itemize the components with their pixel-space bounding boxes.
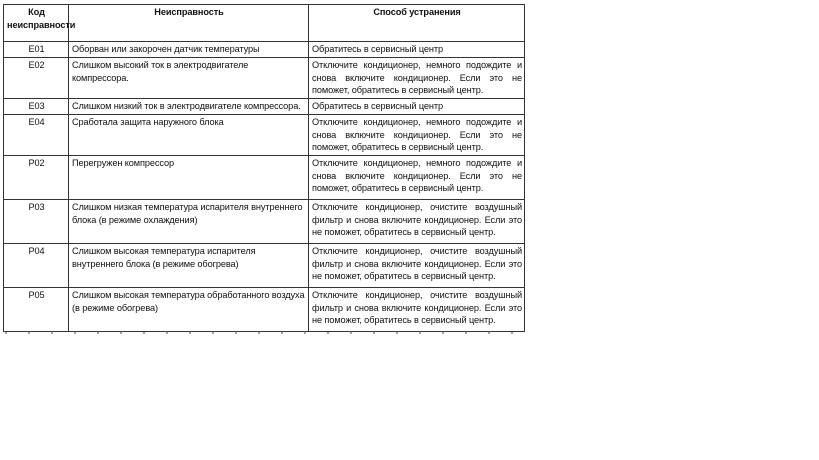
fault-cell: Слишком высокая температура обработанного воздуха (в режиме обогрева) [69,288,309,332]
error-codes-table [3,4,525,332]
remedy-cell: Отключите кондиционер, немного подождите и снова включите кондиционер. Если это не поможет, обратитесь в сервисный центр. [309,115,525,156]
fault-cell: Слишком высокая температура испарителя внутреннего блока (в режиме обогрева) [69,244,309,288]
table-row [4,42,525,58]
error-codes-table-container [3,4,525,332]
remedy-cell: Отключите кондиционер, очистите воздушный фильтр и снова включите кондиционер. Если это не поможет, обратитесь в сервисный центр. [309,200,525,244]
fault-cell: Слишком низкая температура испарителя внутреннего блока (в режиме охлаждения) [69,200,309,244]
fault-cell: Перегружен компрессор [69,156,309,200]
table-row [4,288,525,332]
table-row [4,99,525,115]
remedy-cell: Обратитесь в сервисный центр [309,99,525,115]
fault-cell: Оборван или закорочен датчик температуры [69,42,309,58]
table-header-row [4,5,525,42]
error-code-cell: E04 [4,115,69,156]
header-code-line1: Код [28,7,45,17]
remedy-cell: Отключите кондиционер, немного подождите и снова включите кондиционер. Если это не поможет, обратитесь в сервисный центр. [309,156,525,200]
error-code-cell: E01 [4,42,69,58]
error-code-cell: P05 [4,288,69,332]
error-code-cell: P02 [4,156,69,200]
error-code-cell: P03 [4,200,69,244]
remedy-cell: Отключите кондиционер, очистите воздушный фильтр и снова включите кондиционер. Если это не поможет, обратитесь в сервисный центр. [309,288,525,332]
header-code-line2: неисправности [7,19,76,30]
table-row [4,200,525,244]
header-code [4,5,76,42]
fault-cell: Слишком низкий ток в электродвигателе компрессора. [69,99,309,115]
remedy-cell: Отключите кондиционер, очистите воздушный фильтр и снова включите кондиционер. Если это не поможет, обратитесь в сервисный центр. [309,244,525,288]
cropped-text-line [5,331,522,334]
error-code-cell: P04 [4,244,69,288]
table-row [4,115,525,156]
header-fault: Неисправность [69,5,309,42]
table-row [4,156,525,200]
table-row [4,244,525,288]
remedy-cell: Обратитесь в сервисный центр [309,42,525,58]
remedy-cell: Отключите кондиционер, немного подождите и снова включите кондиционер. Если это не поможет, обратитесь в сервисный центр. [309,58,525,99]
header-remedy: Способ устранения [309,5,525,42]
table-row [4,58,525,99]
fault-cell: Сработала защита наружного блока [69,115,309,156]
error-code-cell: E03 [4,99,69,115]
error-code-cell: E02 [4,58,69,99]
fault-cell: Слишком высокий ток в электродвигателе компрессора. [69,58,309,99]
